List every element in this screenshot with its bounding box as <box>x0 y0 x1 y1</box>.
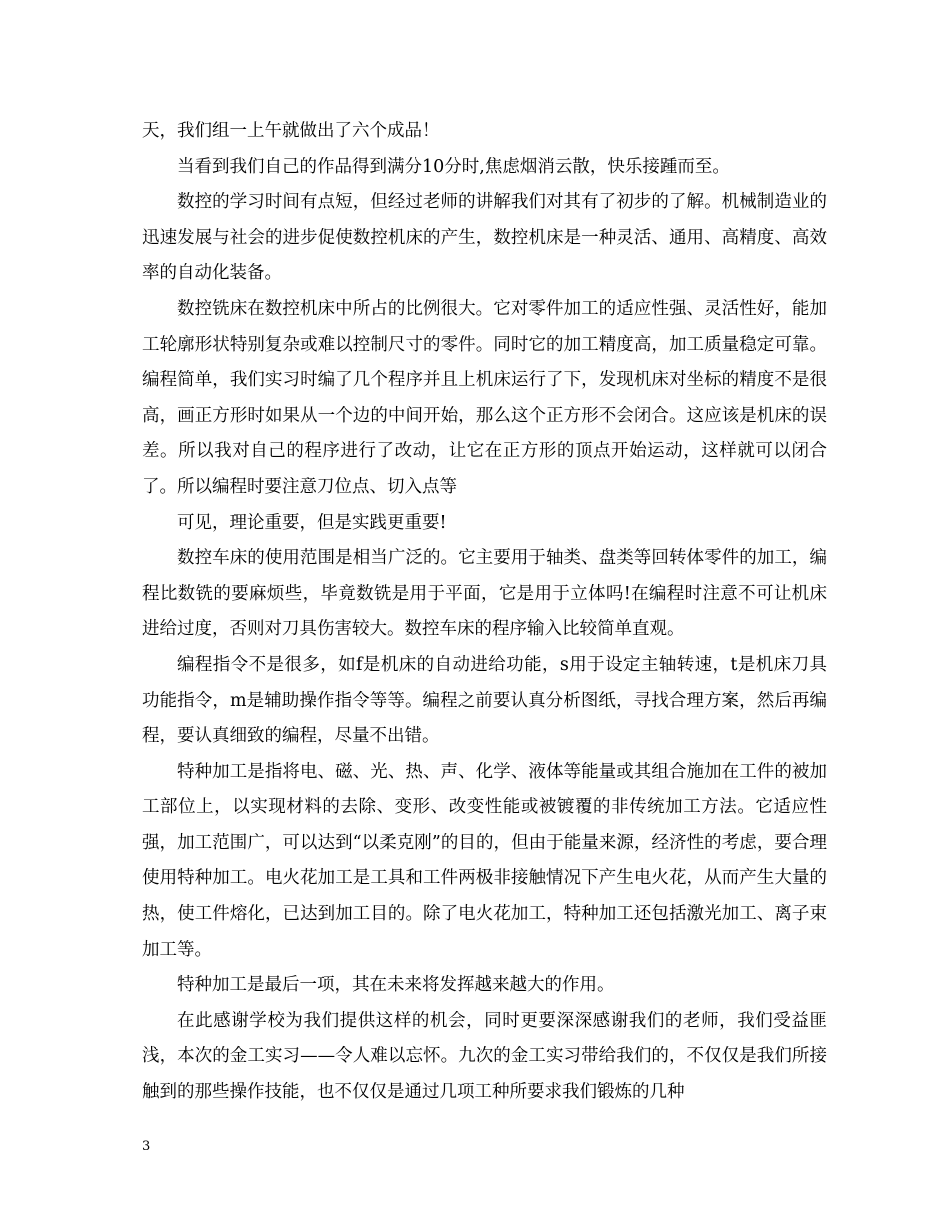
paragraph: 特种加工是最后一项，其在未来将发挥越来越大的作用。 <box>177 975 615 996</box>
page-number: 3 <box>142 1139 151 1154</box>
paragraph: 在此感谢学校为我们提供这样的机会，同时更要深深感谢我们的老师，我们受益匪浅，本次的金工实习——令人难以忘怀。九次的金工实习带给我们的，不仅仅是我们所接触到的那些操作技能，也不仅仅是通过几项工种所要求我们锻炼的几种 <box>142 1010 827 1103</box>
paragraph: 特种加工是指将电、磁、光、热、声、化学、液体等能量或其组合施加在工件的被加工部位上，以实现材料的去除、变形、改变性能或被镀覆的非传统加工方法。它适应性强，加工范围广，可以达到“以柔克刚”的目的，但由于能量来源，经济性的考虑，要合理使用特种加工。电火花加工是工具和工件两极非接触情况下产生电火花，从而产生大量的热，使工件熔化，已达到加工目的。除了电火花加工，特种加工还包括激光加工、离子束加工等。 <box>142 761 827 960</box>
paragraph: 数控车床的使用范围是相当广泛的。它主要用于轴类、盘类等回转体零件的加工，编程比数铣的要麻烦些，毕竟数铣是用于平面，它是用于立体吗!在编程时注意不可让机床进给过度，否则对刀具伤害较大。数控车床的程序输入比较简单直观。 <box>142 548 827 640</box>
paragraph-continuation: 天，我们组一上午就做出了六个成品！ <box>142 121 440 141</box>
paragraph: 当看到我们自己的作品得到满分10分时,焦虑烟消云散，快乐接踵而至。 <box>177 156 730 177</box>
paragraph: 数控的学习时间有点短，但经过老师的讲解我们对其有了初步的了解。机械制造业的迅速发展与社会的进步促使数控机床的产生，数控机床是一种灵活、通用、高精度、高效率的自动化装备。 <box>142 192 827 284</box>
paragraph: 数控铣床在数控机床中所占的比例很大。它对零件加工的适应性强、灵活性好，能加工轮廓形状特别复杂或难以控制尺寸的零件。同时它的加工精度高，加工质量稳定可靠。编程简单，我们实习时编了几个程序并且上机床运行了下，发现机床对坐标的精度不是很高，画正方形时如果从一个边的中间开始，那么这个正方形不会闭合。这应该是机床的误差。所以我对自己的程序进行了改动，让它在正方形的顶点开始运动，这样就可以闭合了。所以编程时要注意刀位点、切入点等 <box>142 298 827 497</box>
body-text <box>142 114 827 1111</box>
paragraph: 编程指令不是很多，如f是机床的自动进给功能，s用于设定主轴转速，t是机床刀具功能指令，m是辅助操作指令等等。编程之前要认真分析图纸，寻找合理方案，然后再编程，要认真细致的编程，尽量不出错。 <box>142 654 827 747</box>
paragraph: 可见，理论重要，但是实践更重要! <box>177 512 447 533</box>
